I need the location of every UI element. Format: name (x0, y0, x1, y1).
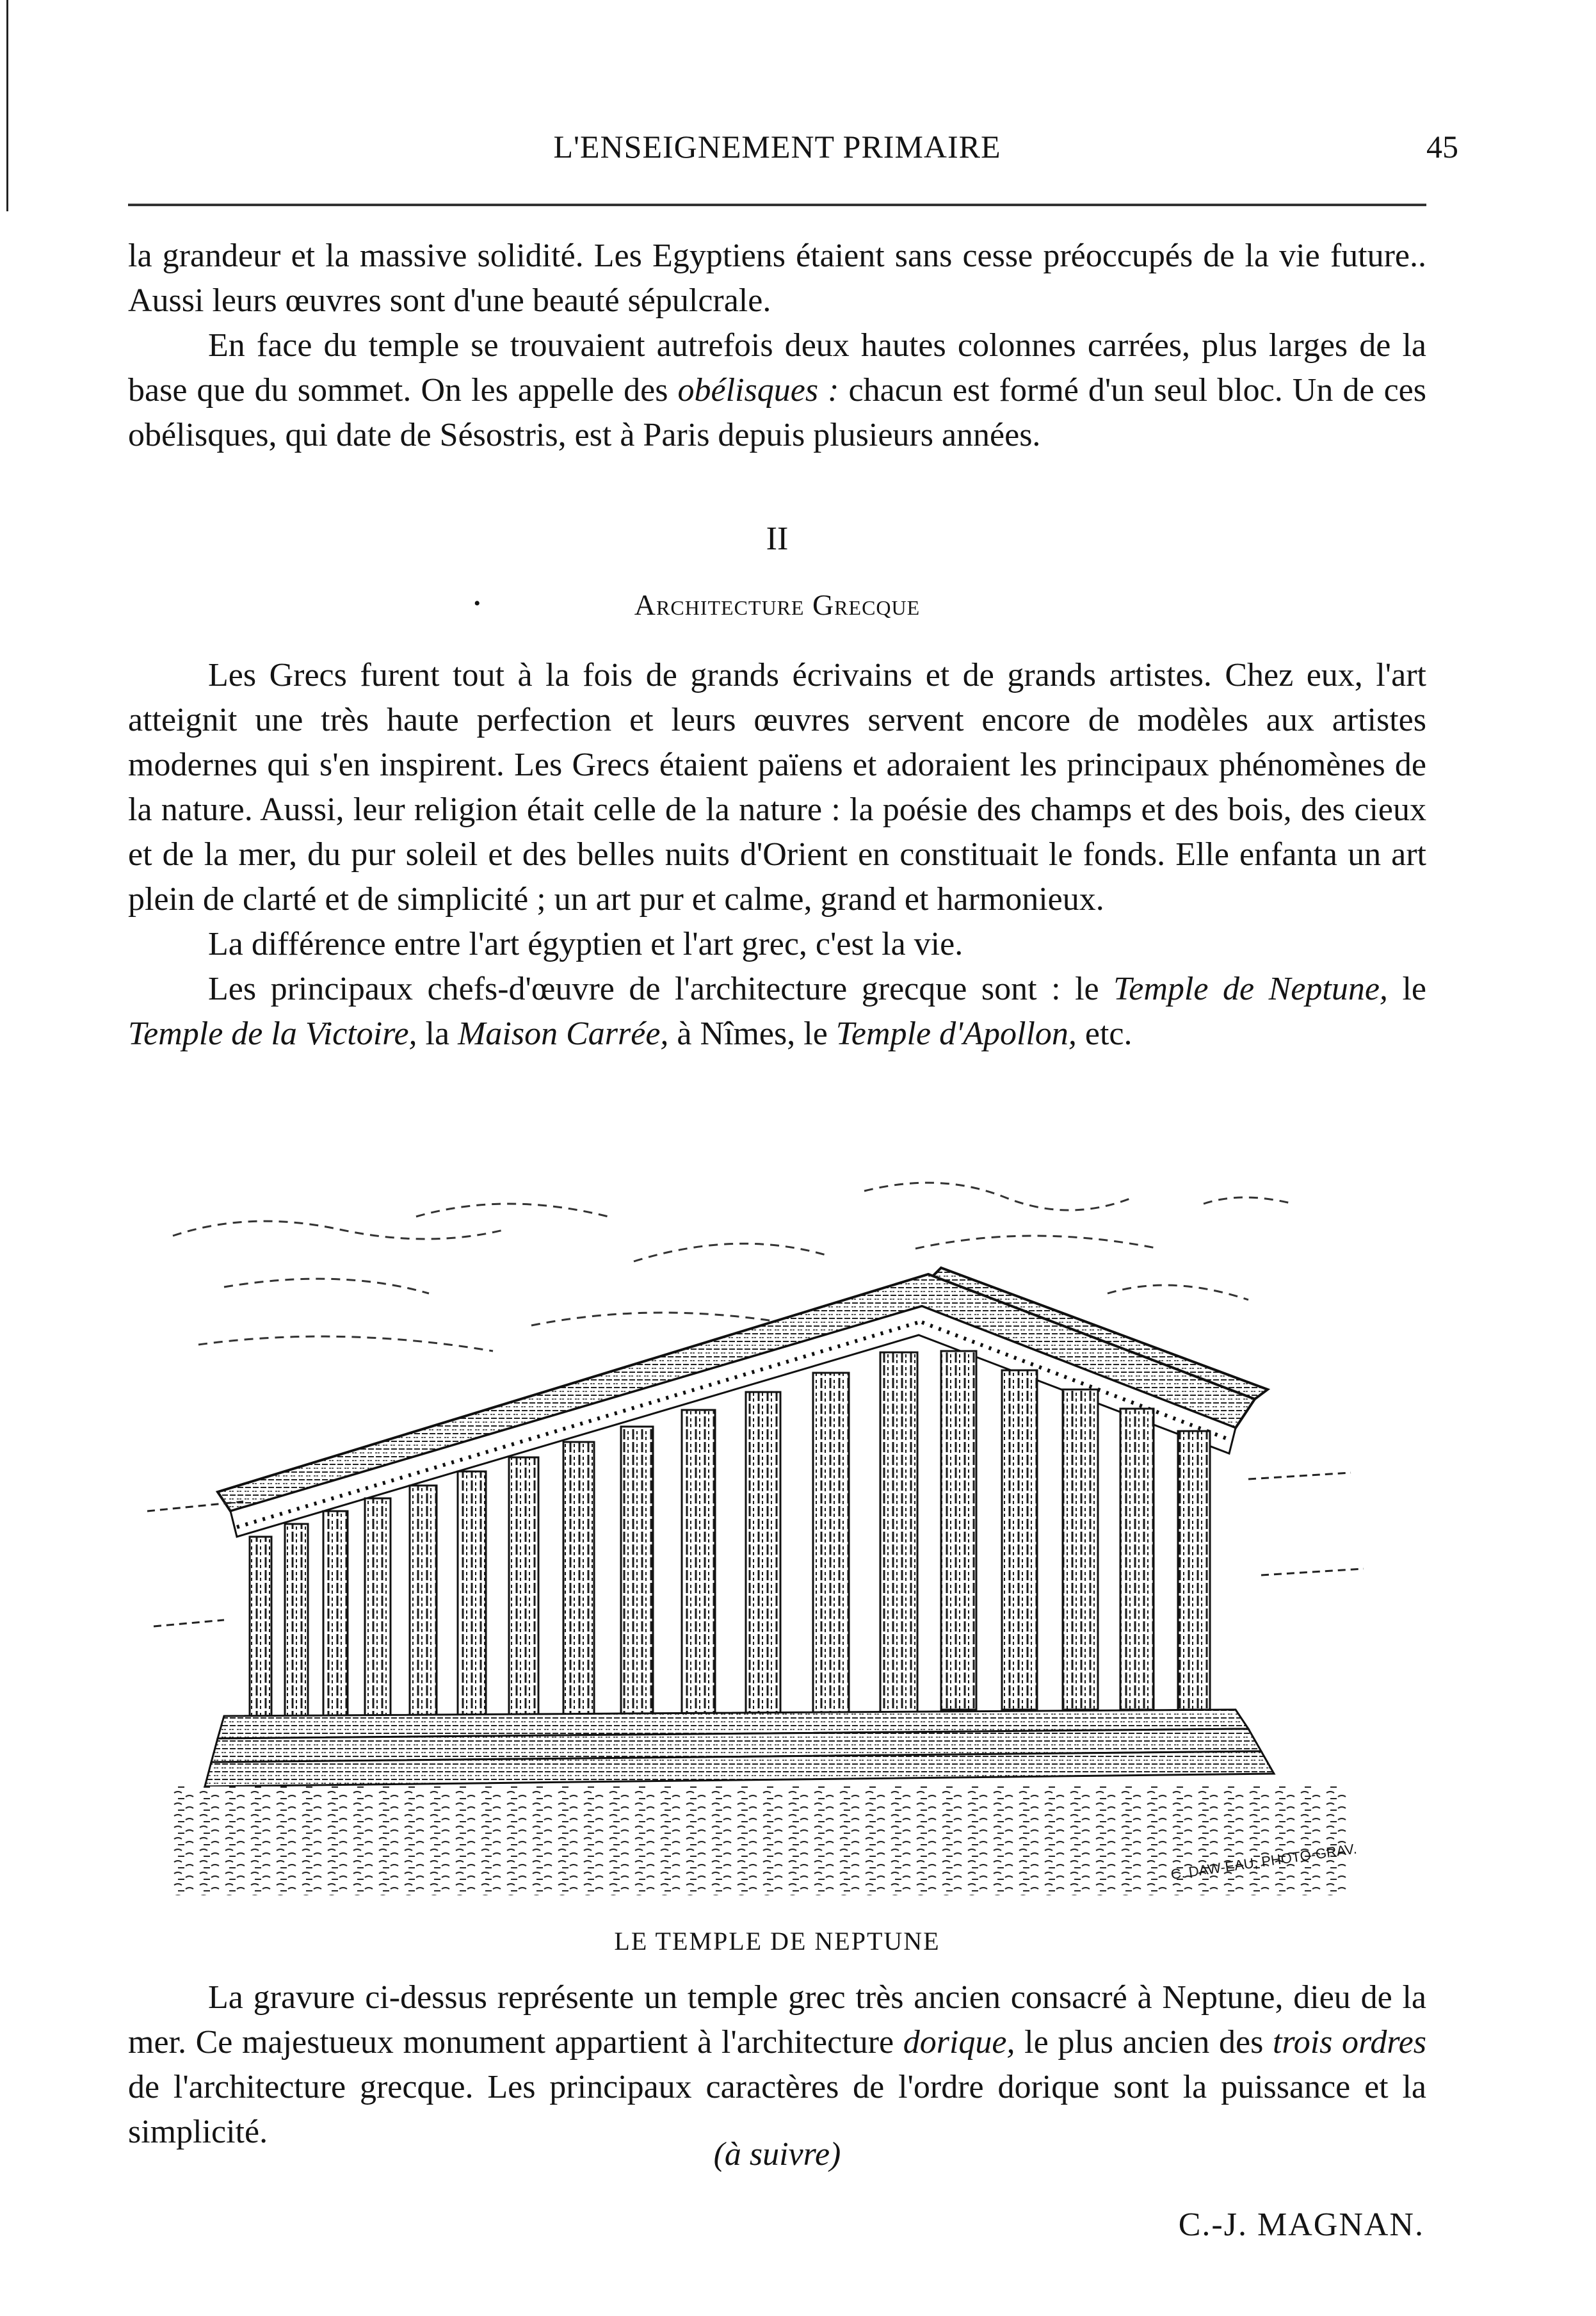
intro-text (128, 234, 1426, 458)
engraver-credit: C. DAW-EAU, PHOTO-GRAV. (1170, 1840, 1358, 1883)
paragraph-engraving: La gravure ci-dessus représente un temple grec très ancien consacré à Neptune, dieu de la mer. Ce majestueux monument appartient à l'architecture dorique, le plus ancien des trois ordres de l'architecture grecque. Les principaux caractères de l'ordre dorique sont la puissance et la simplicité. (128, 1979, 1426, 2150)
running-title: L'ENSEIGNEMENT PRIMAIRE (553, 129, 1001, 165)
to-be-continued: (à suivre) (713, 2136, 841, 2173)
paragraph-egyptians: la grandeur et la massive solidité. Les Egyptiens étaient sans cesse préoccupés de la vie future.. Aussi leurs œuvres sont d'une beauté sépulcrale. (128, 238, 1426, 319)
section-number: II (766, 521, 789, 557)
sky-clouds (173, 1183, 1293, 1351)
paragraph-difference: La différence entre l'art égyptien et l'art grec, c'est la vie. (208, 926, 963, 962)
closing-text (128, 1975, 1426, 2155)
page-header (128, 128, 1458, 173)
page-number: 45 (1426, 129, 1458, 165)
temple-steps (205, 1710, 1274, 1786)
temple-illustration (147, 1178, 1364, 1895)
binding-margin-line (6, 0, 8, 211)
figure-caption: LE TEMPLE DE NEPTUNE (614, 1927, 940, 1956)
paragraph-masterpieces: Les principaux chefs-d'œuvre de l'architecture grecque sont : le Temple de Neptune, le Temple de la Victoire, la Maison Carrée, à Nîmes, le Temple d'Apollon, etc. (128, 971, 1426, 1052)
paragraph-obelisks: En face du temple se trouvaient autrefois deux hautes colonnes carrées, plus larges de la base que du sommet. On les appelle des obélisques : chacun est formé d'un seul bloc. Un de ces obélisques, qui date de Sésostris, est à Paris depuis plusieurs années. (128, 327, 1427, 453)
author-signature: C.-J. MAGNAN. (1178, 2207, 1424, 2243)
paragraph-greeks: Les Grecs furent tout à la fois de grands écrivains et de grands artistes. Chez eux, l'art atteignit une très haute perfection et leurs œuvres servent encore de modèles aux artistes modernes qui s'en inspirent. Les Grecs étaient païens et adoraient les principaux phénomènes de la nature. Aussi, leur religion était celle de la nature : la poésie des champs et des bois, des cieux et de la mer, du pur soleil et des belles nuits d'Orient en constituait le fonds. Elle enfanta un art plein de clarté et de simplicité ; un art pur et calme, grand et harmonieux. (128, 657, 1426, 918)
temple-engraving (147, 1178, 1364, 1895)
body-text (128, 653, 1426, 1057)
header-rule (128, 204, 1426, 206)
bullet-mark: • (474, 593, 481, 614)
section-title: Architecture Grecque (634, 588, 921, 621)
